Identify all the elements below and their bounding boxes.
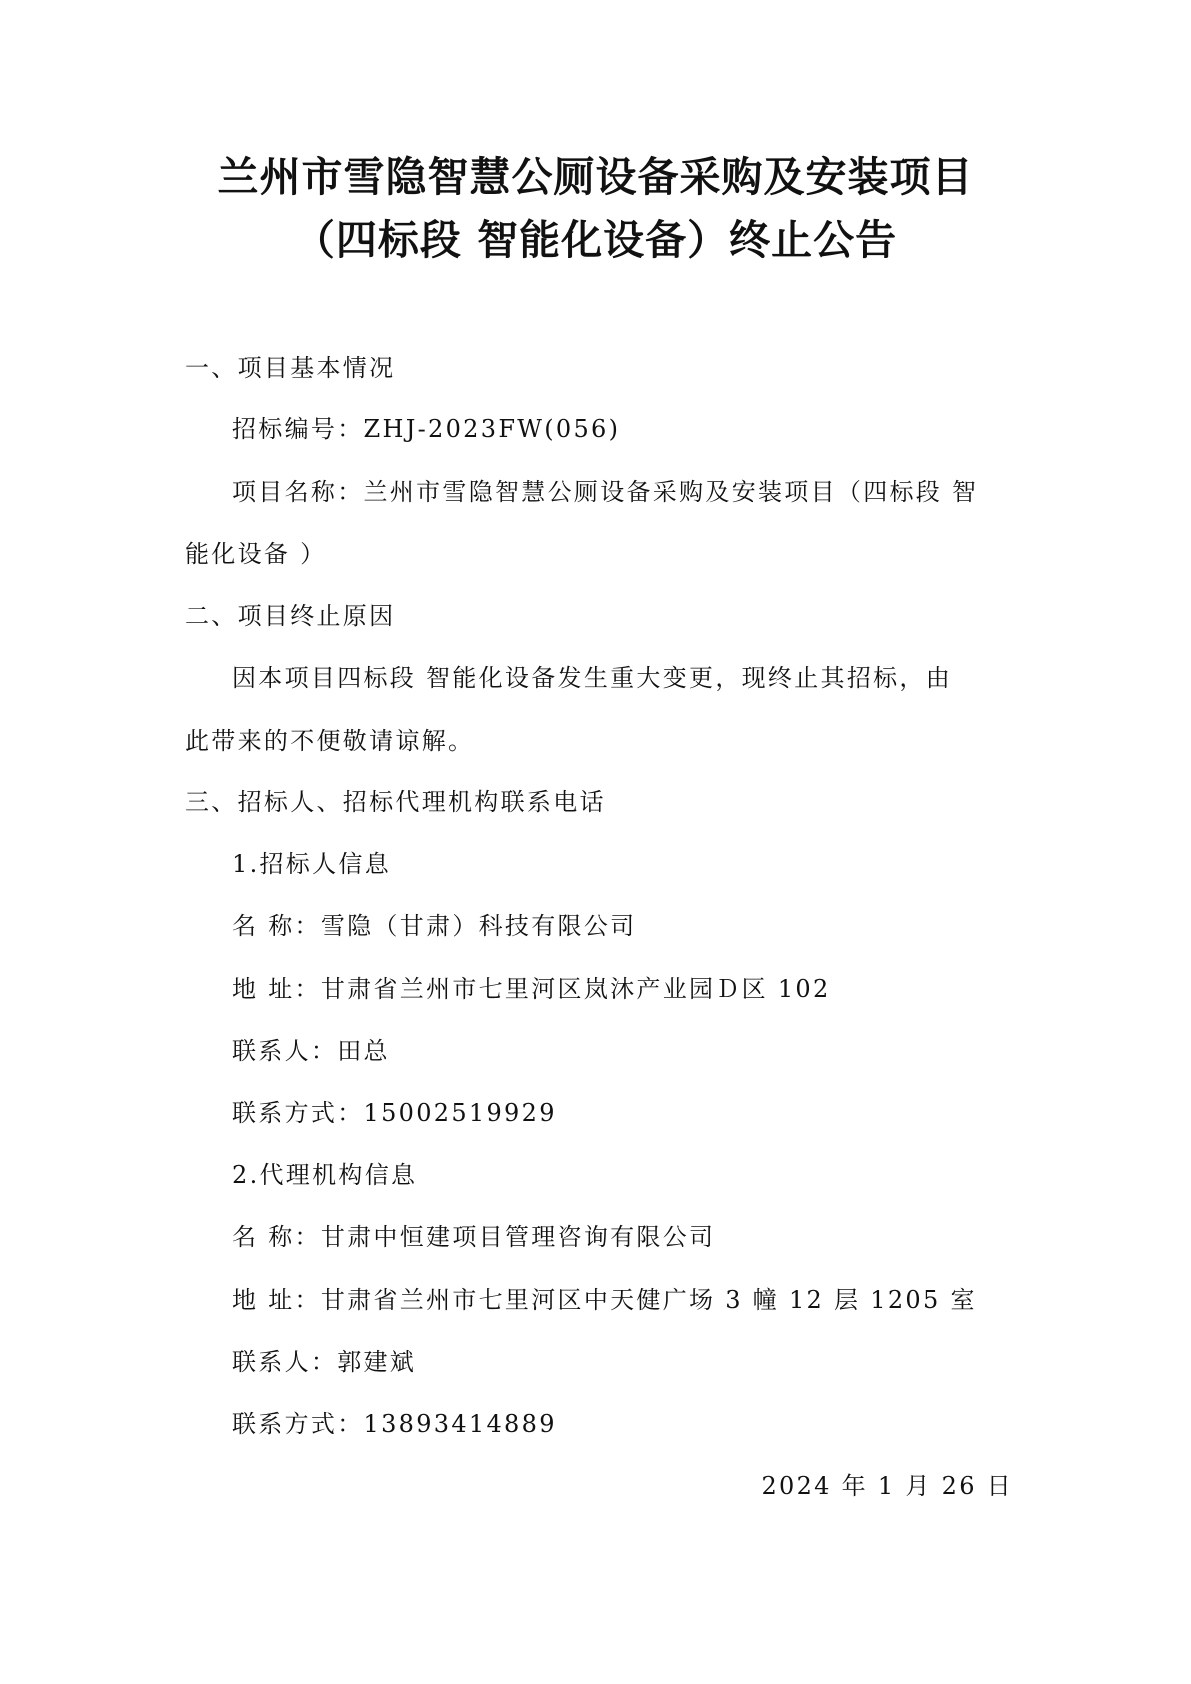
termination-reason-line-1: 因本项目四标段 智能化设备发生重大变更，现终止其招标，由 bbox=[232, 664, 953, 692]
termination-reason-line-2: 此带来的不便敬请谅解。 bbox=[185, 727, 475, 755]
section-1-heading: 一、项目基本情况 bbox=[185, 354, 396, 382]
agency-contact: 联系人：郭建斌 bbox=[232, 1348, 417, 1376]
agency-info-label: 2.代理机构信息 bbox=[232, 1161, 418, 1189]
agency-address: 地 址：甘肃省兰州市七里河区中天健广场 3 幢 12 层 1205 室 bbox=[232, 1286, 977, 1314]
section-3-heading: 三、招标人、招标代理机构联系电话 bbox=[185, 788, 606, 816]
project-name-line-2: 能化设备 ） bbox=[185, 540, 327, 568]
tenderer-info-label: 1.招标人信息 bbox=[232, 850, 391, 878]
agency-phone: 联系方式：13893414889 bbox=[232, 1410, 557, 1438]
tenderer-name: 名 称：雪隐（甘肃）科技有限公司 bbox=[232, 912, 637, 940]
agency-name: 名 称：甘肃中恒建项目管理咨询有限公司 bbox=[232, 1223, 716, 1251]
tenderer-phone: 联系方式：15002519929 bbox=[232, 1099, 557, 1127]
section-2-heading: 二、项目终止原因 bbox=[185, 602, 396, 630]
title-line-2: （四标段 智能化设备）终止公告 bbox=[293, 216, 898, 264]
tenderer-address: 地 址：甘肃省兰州市七里河区岚沐产业园Ｄ区 102 bbox=[232, 975, 831, 1003]
tenderer-contact: 联系人：田总 bbox=[232, 1037, 390, 1065]
title-line-1: 兰州市雪隐智慧公厕设备采购及安装项目 bbox=[217, 153, 974, 201]
announcement-date: 2024 年 1 月 26 日 bbox=[761, 1472, 1013, 1500]
bid-number: 招标编号：ZHJ-2023FW(056) bbox=[232, 415, 621, 443]
project-name-line-1: 项目名称：兰州市雪隐智慧公厕设备采购及安装项目（四标段 智 bbox=[232, 478, 979, 506]
